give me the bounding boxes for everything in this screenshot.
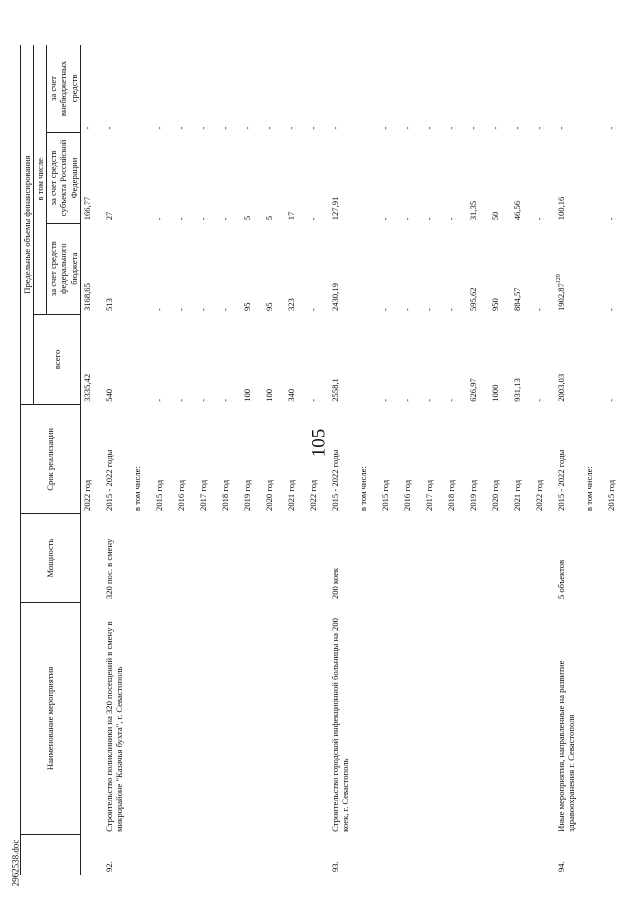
cell-federal <box>357 223 379 314</box>
cell-no <box>467 835 489 875</box>
cell-capacity <box>241 514 263 602</box>
table-body <box>80 45 627 875</box>
table-row <box>153 45 175 875</box>
cell-name <box>583 602 605 835</box>
cell-name <box>175 602 197 835</box>
footnote-ref: 129 <box>555 274 562 284</box>
cell-regional: 46,56 <box>511 200 522 221</box>
cell-period: в том числе: <box>131 466 142 511</box>
cell-name <box>357 602 379 835</box>
cell-extra: - <box>489 126 500 130</box>
table-row <box>197 45 219 875</box>
cell-regional: - <box>401 217 412 221</box>
footer-code: 2962538.doc <box>10 839 21 887</box>
cell-no <box>80 835 103 875</box>
cell-regional: 5 <box>241 215 252 221</box>
header-number <box>21 835 81 875</box>
cell-name: Строительство поликлиники на 320 посещений в смену в микрорайоне "Казачья бухта", г. Севастополь <box>103 621 124 832</box>
cell-period: 2015 - 2022 годы <box>103 449 114 511</box>
header-period: Срок реализации <box>21 405 81 514</box>
cell-regional: - <box>219 217 230 221</box>
cell-capacity <box>605 514 627 602</box>
cell-federal: 323 <box>285 298 296 312</box>
cell-no <box>533 835 555 875</box>
cell-capacity <box>153 514 175 602</box>
cell-period: 2020 год <box>489 479 500 511</box>
table-row <box>241 45 263 875</box>
cell-extra: - <box>153 126 164 130</box>
table-row <box>307 45 329 875</box>
cell-federal: - <box>445 308 456 312</box>
cell-name <box>80 602 103 835</box>
cell-regional: 50 <box>489 211 500 221</box>
cell-capacity <box>285 514 307 602</box>
cell-period: 2022 год <box>533 479 544 511</box>
cell-period: 2015 год <box>153 479 164 511</box>
page-number: 105 <box>308 428 330 458</box>
cell-capacity <box>175 514 197 602</box>
funding-table <box>20 45 627 875</box>
cell-name <box>197 602 219 835</box>
cell-extra <box>357 45 379 133</box>
cell-total: - <box>197 398 208 402</box>
table-row <box>467 45 489 875</box>
table-row <box>533 45 555 875</box>
cell-federal: - <box>423 308 434 312</box>
cell-total: 2003,03 <box>555 373 566 402</box>
cell-no <box>175 835 197 875</box>
cell-extra: - <box>103 126 114 130</box>
table-row <box>583 45 605 875</box>
cell-no <box>241 835 263 875</box>
cell-period: 2017 год <box>423 479 434 511</box>
cell-federal: 595,62 <box>467 287 478 312</box>
cell-no <box>489 835 511 875</box>
cell-no <box>357 835 379 875</box>
cell-federal: - <box>219 308 230 312</box>
cell-extra: - <box>533 126 544 130</box>
cell-total: - <box>605 398 616 402</box>
table-row <box>489 45 511 875</box>
cell-federal: - <box>379 308 390 312</box>
cell-extra: - <box>307 126 318 130</box>
cell-no <box>401 835 423 875</box>
cell-no: 93. <box>329 861 340 872</box>
cell-total: - <box>379 398 390 402</box>
cell-name <box>219 602 241 835</box>
cell-capacity <box>467 514 489 602</box>
cell-regional <box>131 133 153 224</box>
cell-federal: 3168,65 <box>81 283 92 312</box>
cell-extra: - <box>445 126 456 130</box>
cell-total: 931,13 <box>511 378 522 402</box>
cell-capacity: 5 объектов <box>555 559 566 600</box>
federal-value: 1902,87 <box>555 283 566 312</box>
cell-federal: - <box>175 308 186 312</box>
cell-regional: - <box>307 217 318 221</box>
cell-capacity <box>533 514 555 602</box>
header-total: всего <box>34 314 81 405</box>
cell-name <box>401 602 423 835</box>
cell-regional: 166,77 <box>81 196 92 221</box>
cell-capacity: 200 коек <box>329 567 340 600</box>
cell-regional: - <box>379 217 390 221</box>
table-row <box>423 45 445 875</box>
cell-federal: - <box>197 308 208 312</box>
cell-period: 2015 - 2022 годы <box>329 449 340 511</box>
cell-no <box>219 835 241 875</box>
cell-name <box>307 602 329 835</box>
cell-federal: 513 <box>103 298 114 312</box>
header-extra: за счет внебюджетных средств <box>47 45 80 133</box>
cell-period: 2015 год <box>605 479 616 511</box>
cell-federal: - <box>533 308 544 312</box>
cell-total: 340 <box>285 388 296 402</box>
cell-name: Строительство городской инфекционной больницы на 200 коек, г. Севастополь <box>329 618 350 832</box>
cell-name <box>605 602 627 835</box>
cell-extra <box>583 45 605 133</box>
cell-period: 2015 - 2022 годы <box>555 449 566 511</box>
cell-name <box>263 602 285 835</box>
cell-total <box>583 314 605 405</box>
table-row <box>263 45 285 875</box>
cell-name <box>153 602 175 835</box>
cell-regional: - <box>153 217 164 221</box>
cell-capacity <box>583 514 605 602</box>
rotated-table-container <box>20 45 630 875</box>
header-regional: за счет средств субъекта Российской Федерации <box>47 133 80 224</box>
cell-name <box>379 602 401 835</box>
cell-no <box>263 835 285 875</box>
cell-total: - <box>307 398 318 402</box>
cell-regional: 17 <box>285 211 296 221</box>
cell-capacity <box>423 514 445 602</box>
cell-capacity: 320 пос. в смену <box>103 538 114 600</box>
cell-federal <box>555 223 583 314</box>
cell-name <box>131 602 153 835</box>
cell-capacity <box>445 514 467 602</box>
cell-total: - <box>423 398 434 402</box>
cell-period: 2015 год <box>379 479 390 511</box>
cell-regional: - <box>423 217 434 221</box>
cell-regional: 27 <box>103 211 114 221</box>
cell-period: 2022 год <box>81 479 92 511</box>
cell-no <box>285 835 307 875</box>
cell-no <box>445 835 467 875</box>
cell-no <box>605 835 627 875</box>
cell-extra: - <box>219 126 230 130</box>
header-funding-group: Предельные объемы финансирования <box>21 45 34 405</box>
cell-capacity <box>401 514 423 602</box>
cell-period: в том числе: <box>357 466 368 511</box>
cell-name <box>423 602 445 835</box>
cell-extra: - <box>511 126 522 130</box>
table-row <box>401 45 423 875</box>
cell-name <box>241 602 263 835</box>
cell-total: - <box>533 398 544 402</box>
cell-capacity <box>379 514 401 602</box>
cell-no <box>197 835 219 875</box>
cell-total <box>357 314 379 405</box>
cell-period: 2021 год <box>511 479 522 511</box>
cell-period: 2017 год <box>197 479 208 511</box>
cell-name <box>467 602 489 835</box>
table-row <box>379 45 401 875</box>
table-row <box>285 45 307 875</box>
cell-period: в том числе: <box>583 466 594 511</box>
cell-regional: 5 <box>263 215 274 221</box>
cell-extra: - <box>285 126 296 130</box>
cell-name: Иные мероприятия, направленные на развитие здравоохранения г. Севастополя <box>555 660 576 832</box>
cell-no <box>153 835 175 875</box>
cell-total: 100 <box>241 388 252 402</box>
cell-extra: - <box>263 126 274 130</box>
cell-extra: - <box>81 126 92 130</box>
cell-total <box>131 314 153 405</box>
header-name: Наименование мероприятия <box>21 602 81 835</box>
cell-regional <box>583 133 605 224</box>
cell-regional: 100,16 <box>555 196 566 221</box>
table-row <box>511 45 533 875</box>
cell-extra: - <box>401 126 412 130</box>
header-federal: за счет средств федерального бюджета <box>47 223 80 314</box>
cell-total: 1000 <box>489 384 500 402</box>
cell-no <box>131 835 153 875</box>
cell-extra: - <box>555 126 566 130</box>
cell-capacity <box>197 514 219 602</box>
cell-federal: 95 <box>263 302 274 312</box>
cell-name <box>285 602 307 835</box>
cell-federal: - <box>605 308 616 312</box>
cell-capacity <box>131 514 153 602</box>
table-row <box>175 45 197 875</box>
cell-no: 92. <box>103 861 114 872</box>
table-row <box>357 45 379 875</box>
cell-total: - <box>401 398 412 402</box>
cell-period: 2020 год <box>263 479 274 511</box>
cell-federal: 95 <box>241 302 252 312</box>
cell-federal: 2430,19 <box>329 283 340 312</box>
cell-federal: 950 <box>489 298 500 312</box>
cell-extra: - <box>175 126 186 130</box>
cell-extra: - <box>423 126 434 130</box>
table-row <box>80 45 103 875</box>
cell-total: - <box>153 398 164 402</box>
cell-period: 2016 год <box>175 479 186 511</box>
cell-name <box>489 602 511 835</box>
table-row <box>131 45 153 875</box>
cell-regional: 127,91 <box>329 196 340 221</box>
cell-period: 2018 год <box>445 479 456 511</box>
cell-total: 100 <box>263 388 274 402</box>
cell-regional: - <box>533 217 544 221</box>
cell-no <box>583 835 605 875</box>
cell-name <box>511 602 533 835</box>
cell-regional: 31,35 <box>467 200 478 221</box>
cell-regional: - <box>175 217 186 221</box>
cell-federal: - <box>153 308 164 312</box>
cell-federal <box>583 223 605 314</box>
cell-name <box>445 602 467 835</box>
cell-capacity <box>489 514 511 602</box>
cell-extra: - <box>379 126 390 130</box>
table-row <box>555 45 583 875</box>
table-row <box>605 45 627 875</box>
cell-regional: - <box>445 217 456 221</box>
cell-no <box>379 835 401 875</box>
cell-capacity <box>219 514 241 602</box>
table-row <box>445 45 467 875</box>
header-including: в том числе <box>34 45 47 314</box>
cell-no <box>423 835 445 875</box>
cell-federal: - <box>401 308 412 312</box>
cell-total: 2558,1 <box>329 378 340 402</box>
cell-regional <box>357 133 379 224</box>
cell-extra: - <box>467 126 478 130</box>
cell-total: 626,97 <box>467 378 478 402</box>
cell-extra: - <box>197 126 208 130</box>
table-row <box>219 45 241 875</box>
cell-period: 2019 год <box>467 479 478 511</box>
cell-period: 2019 год <box>241 479 252 511</box>
header-capacity: Мощность <box>21 514 81 602</box>
cell-no: 94. <box>555 861 566 872</box>
cell-extra <box>131 45 153 133</box>
cell-total: - <box>445 398 456 402</box>
cell-period: 2016 год <box>401 479 412 511</box>
cell-period: 2021 год <box>285 479 296 511</box>
cell-no <box>307 835 329 875</box>
cell-regional: - <box>197 217 208 221</box>
table-row <box>103 45 131 875</box>
cell-extra: - <box>241 126 252 130</box>
cell-capacity <box>511 514 533 602</box>
cell-name <box>533 602 555 835</box>
cell-regional: - <box>605 217 616 221</box>
cell-total: - <box>219 398 230 402</box>
cell-total: 3335,42 <box>81 373 92 402</box>
cell-capacity <box>357 514 379 602</box>
cell-period: 2022 год <box>307 479 318 511</box>
cell-federal: 884,57 <box>511 287 522 312</box>
cell-capacity <box>80 514 103 602</box>
cell-capacity <box>263 514 285 602</box>
cell-total: 540 <box>103 388 114 402</box>
table-row <box>329 45 357 875</box>
cell-extra: - <box>605 126 616 130</box>
cell-federal: - <box>307 308 318 312</box>
cell-no <box>511 835 533 875</box>
cell-federal <box>131 223 153 314</box>
cell-extra: - <box>329 126 340 130</box>
cell-capacity <box>307 514 329 602</box>
cell-total: - <box>175 398 186 402</box>
cell-period: 2018 год <box>219 479 230 511</box>
